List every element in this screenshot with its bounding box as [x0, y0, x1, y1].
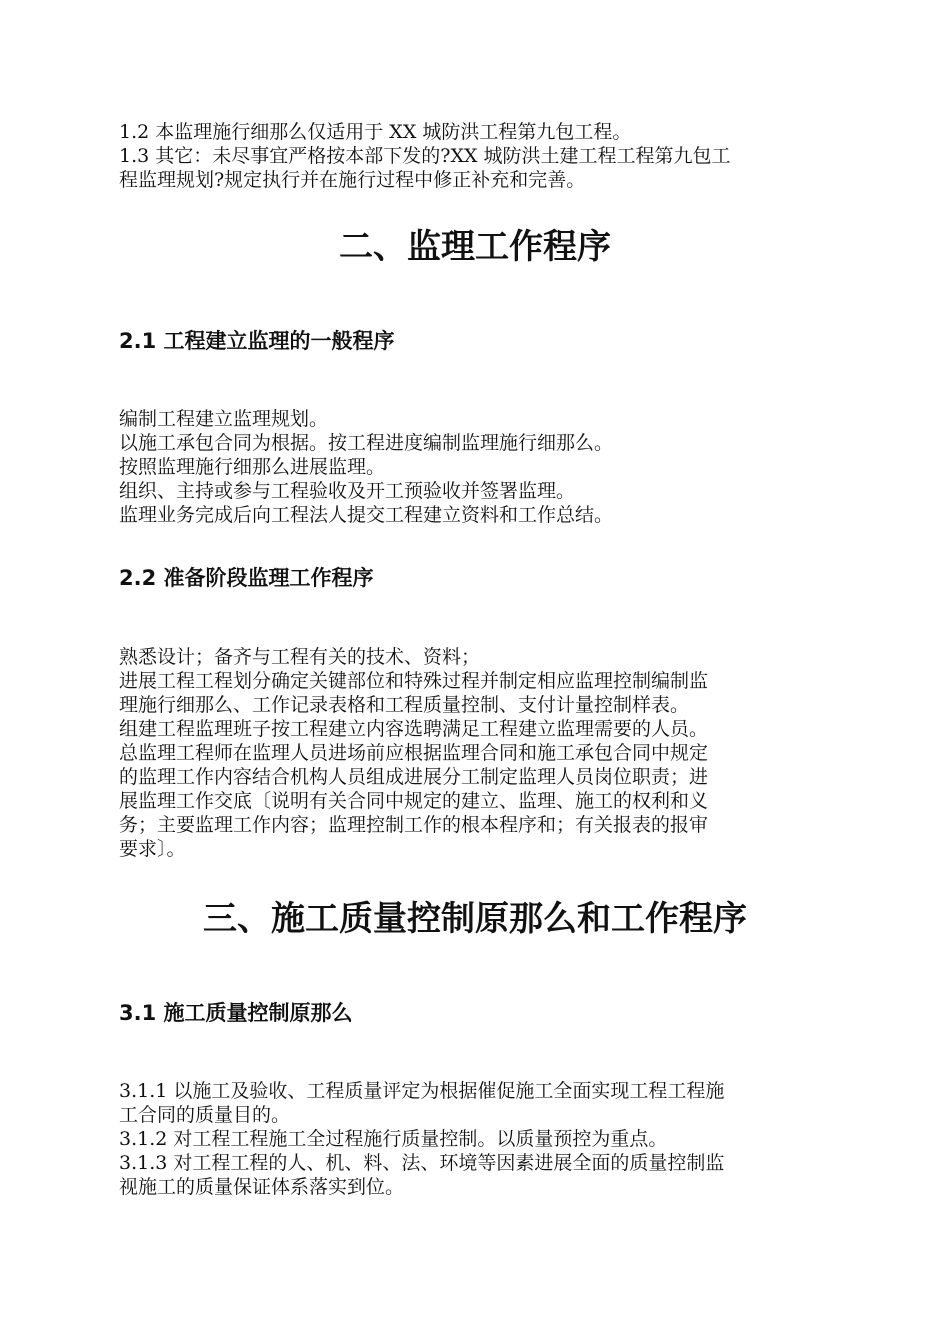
section-3-1-heading: 3.1 施工质量控制原那么 [119, 1001, 353, 1025]
text-line: 组建工程监理班子按工程建立内容选聘满足工程建立监理需要的人员。 [119, 718, 709, 740]
text-line: 3.1.2 对工程工程施工全过程施行质量控制。以质量预控为重点。 [119, 1128, 668, 1150]
text-line: 3.1.3 对工程工程的人、机、料、法、环境等因素进展全面的质量控制监 [119, 1152, 725, 1174]
text-line: 要求〕。 [119, 838, 186, 860]
text-line: 熟悉设计；备齐与工程有关的技术、资料； [119, 646, 481, 668]
text-line: 进展工程工程划分确定关键部位和特殊过程并制定相应监理控制编制监 [119, 670, 709, 692]
section-2-2-heading: 2.2 准备阶段监理工作程序 [119, 566, 374, 590]
section-3-1-paragraph [119, 1079, 834, 1199]
text-line: 1.2 本监理施行细那么仅适用于 XX 城防洪工程第九包工程。 [119, 121, 632, 143]
text-line: 理施行细那么、工作记录表格和工程质量控制、支付计量控制样表。 [119, 694, 690, 716]
text-line: 监理业务完成后向工程法人提交工程建立资料和工作总结。 [119, 504, 614, 526]
intro-paragraph [119, 120, 834, 192]
text-line: 工合同的质量目的。 [119, 1104, 291, 1126]
text-line: 以施工承包合同为根据。按工程进度编制监理施行细那么。 [119, 432, 614, 454]
text-line: 编制工程建立监理规划。 [119, 408, 329, 430]
text-line: 展监理工作交底〔说明有关合同中规定的建立、监理、施工的权利和义 [119, 790, 709, 812]
text-line: 按照监理施行细那么进展监理。 [119, 456, 386, 478]
text-line: 程监理规划?规定执行并在施行过程中修正补充和完善。 [119, 169, 586, 191]
text-line: 组织、主持或参与工程验收及开工预验收并签署监理。 [119, 480, 576, 502]
section-2-title: 二、监理工作程序 [339, 227, 611, 267]
section-2-1-paragraph [119, 407, 834, 527]
section-2-1-heading: 2.1 工程建立监理的一般程序 [119, 329, 395, 353]
section-3-title: 三、施工质量控制原那么和工作程序 [203, 899, 747, 939]
text-line: 3.1.1 以施工及验收、工程质量评定为根据催促施工全面实现工程工程施 [119, 1080, 725, 1102]
text-line: 视施工的质量保证体系落实到位。 [119, 1176, 405, 1198]
text-line: 总监理工程师在监理人员进场前应根据监理合同和施工承包合同中规定 [119, 742, 709, 764]
section-2-2-paragraph [119, 645, 834, 861]
text-line: 1.3 其它：未尽事宜严格按本部下发的?XX 城防洪土建工程工程第九包工 [119, 145, 731, 167]
text-line: 的监理工作内容结合机构人员组成进展分工制定监理人员岗位职责；进 [119, 766, 709, 788]
text-line: 务；主要监理工作内容；监理控制工作的根本程序和；有关报表的报审 [119, 814, 709, 836]
